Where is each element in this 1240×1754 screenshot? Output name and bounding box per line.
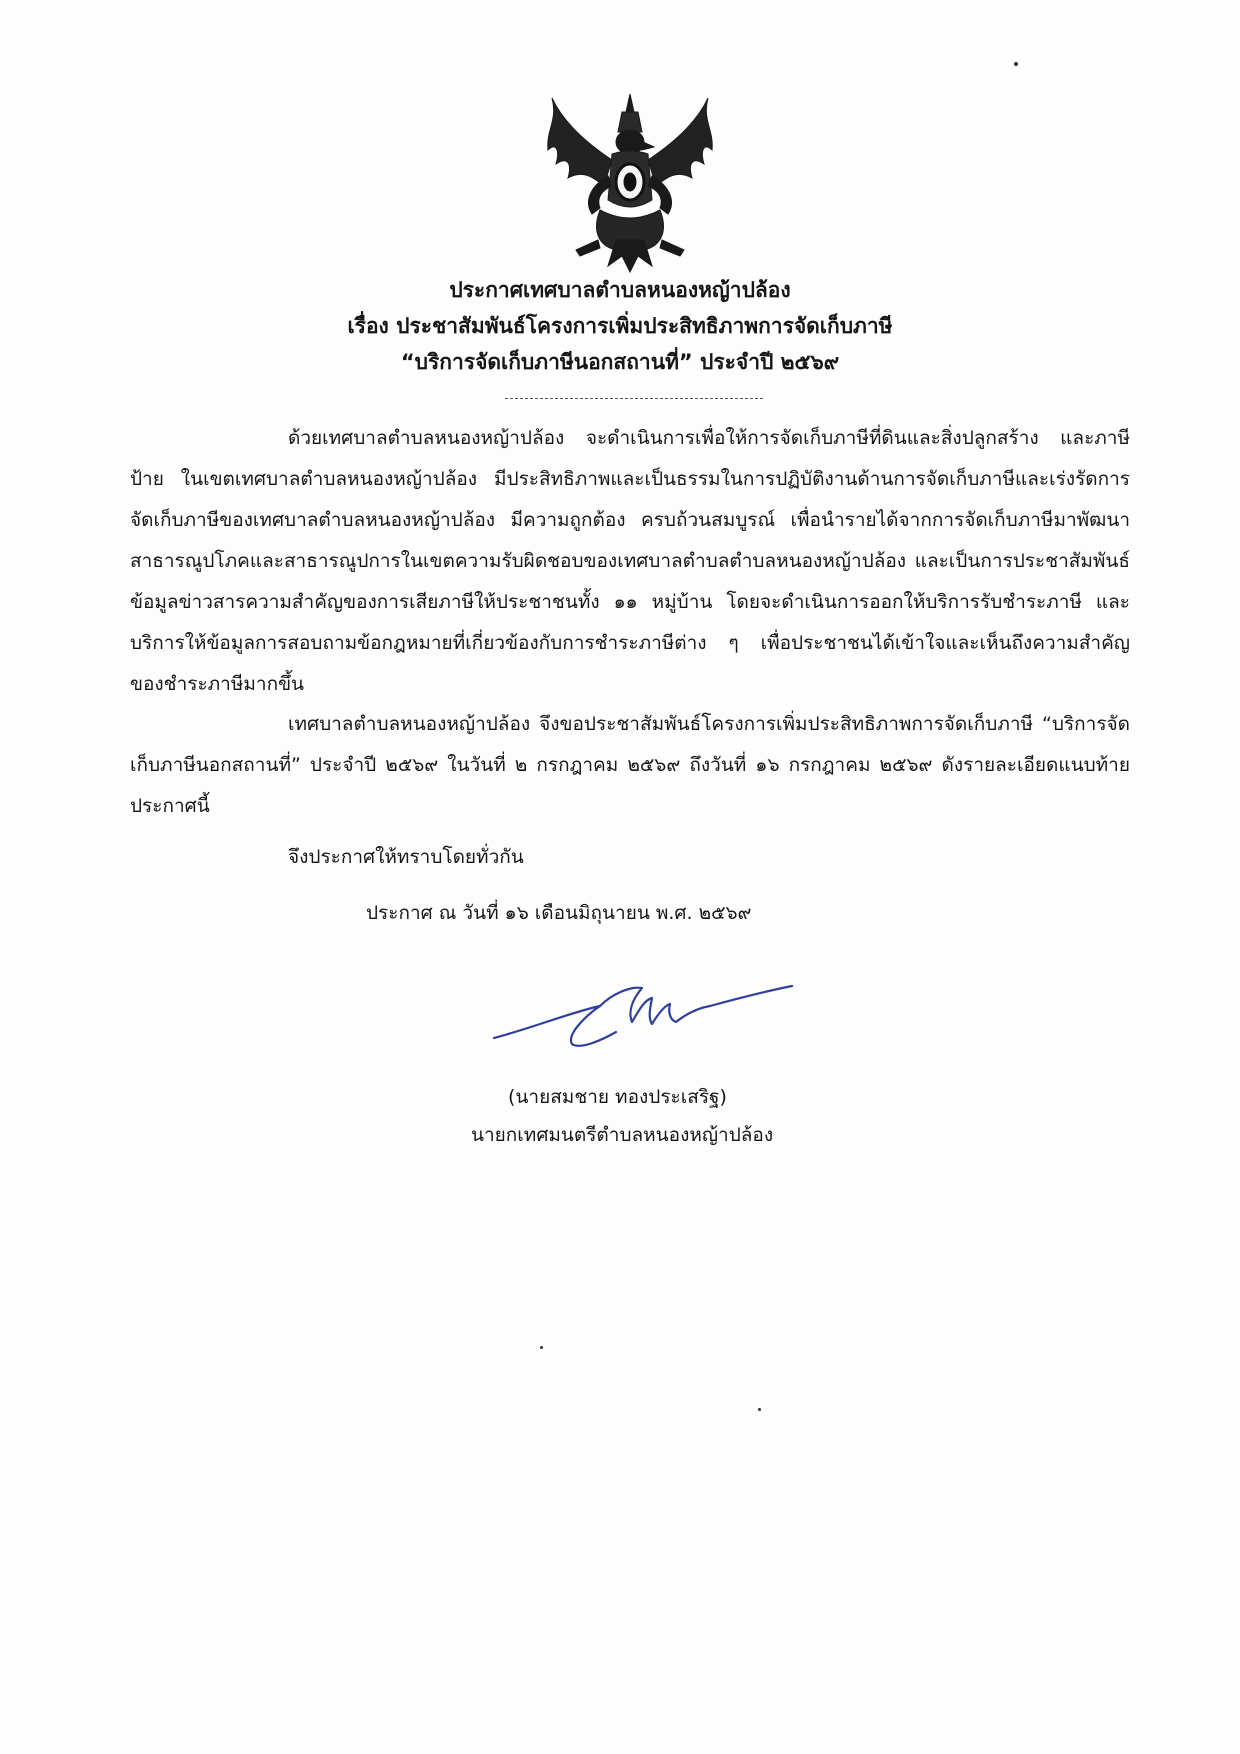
paragraph-2-text: เทศบาลตำบลหนองหญ้าปล้อง จึงขอประชาสัมพันธ์โครงการเพิ่มประสิทธิภาพการจัดเก็บภาษี “บริการจัดเก็บภาษีนอกสถานที่” ประจำปี ๒๕๖๙ ในวันที่ ๒ กรกฎาคม ๒๕๖๙ ถึงวันที่ ๑๖ กรกฎาคม ๒๕๖๙ ดังรายละเอียดแนบท้ายประกาศนี้ — [130, 713, 1130, 817]
signatory-name: (นายสมชาย ทองประเสริฐ) — [508, 1086, 727, 1108]
garuda-emblem-icon — [542, 90, 718, 274]
announcement-subject: เรื่อง ประชาสัมพันธ์โครงการเพิ่มประสิทธิภาพการจัดเก็บภาษี — [347, 314, 893, 338]
scan-speck — [540, 1346, 543, 1349]
scan-speck — [758, 1408, 761, 1411]
closing-statement: จึงประกาศให้ทราบโดยทั่วกัน — [288, 846, 524, 868]
scan-speck — [1014, 62, 1018, 66]
announcement-title: ประกาศเทศบาลตำบลหนองหญ้าปล้อง — [449, 278, 791, 302]
announcement-date: ประกาศ ณ วันที่ ๑๖ เดือนมิถุนายน พ.ศ. ๒๕๖๙ — [366, 902, 752, 924]
announcement-project-name: “บริการจัดเก็บภาษีนอกสถานที่” ประจำปี ๒๕๖๙ — [400, 350, 840, 374]
signature-image — [492, 978, 802, 1068]
body-paragraph-2 — [130, 704, 1130, 827]
signatory-position: นายกเทศมนตรีตำบลหนองหญ้าปล้อง — [471, 1124, 774, 1146]
header-divider — [505, 398, 763, 399]
body-paragraph-1 — [130, 418, 1130, 705]
paragraph-1-text: ด้วยเทศบาลตำบลหนองหญ้าปล้อง จะดำเนินการเพื่อให้การจัดเก็บภาษีที่ดินและสิ่งปลูกสร้าง และภาษีป้าย ในเขตเทศบาลตำบลหนองหญ้าปล้อง มีประสิทธิภาพและเป็นธรรมในการปฏิบัติงานด้านการจัดเก็บภาษีและเร่งรัดการจัดเก็บภาษีของเทศบาลตำบลหนองหญ้าปล้อง มีความถูกต้อง ครบถ้วนสมบูรณ์ เพื่อนำรายได้จากการจัดเก็บภาษีมาพัฒนาสาธารณูปโภคและสาธารณูปการในเขตความรับผิดชอบของเทศบาลตำบลตำบลหนองหญ้าปล้อง และเป็นการประชาสัมพันธ์ข้อมูลข่าวสารความสำคัญของการเสียภาษีให้ประชาชนทั้ง ๑๑ หมู่บ้าน โดยจะดำเนินการออกให้บริการรับชำระภาษี และบริการให้ข้อมูลการสอบถามข้อกฎหมายที่เกี่ยวข้องกับการชำระภาษีต่าง ๆ เพื่อประชาชนได้เข้าใจและเห็นถึงความสำคัญของชำระภาษีมากขึ้น — [130, 427, 1130, 695]
announcement-header — [0, 272, 1240, 380]
